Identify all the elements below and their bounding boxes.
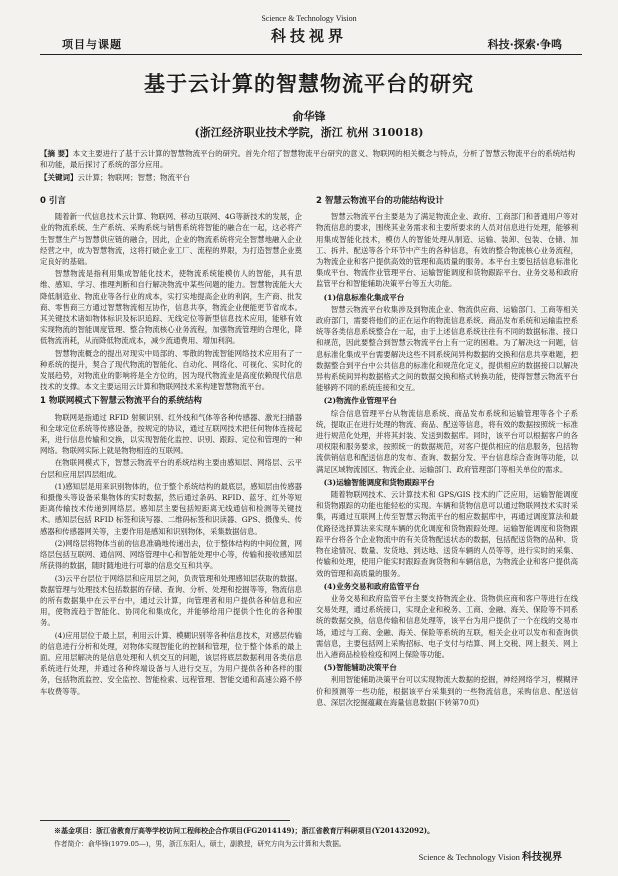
footnote-divider bbox=[40, 820, 290, 821]
paragraph: 在物联网模式下，智慧云物流平台的系统结构主要由感知层、网络层、云平台层和应用层四层组成。 bbox=[40, 458, 302, 479]
footer-journal-en: Science & Technology Vision bbox=[418, 852, 520, 862]
journal-header bbox=[0, 0, 618, 60]
section-heading: 0 引言 bbox=[40, 196, 66, 206]
keywords-label: 【关键词】 bbox=[40, 173, 78, 182]
paragraph: 随着新一代信息技术云计算、物联网、移动互联网、4G等新技术的发展，企业的物流系统、生产系统、采购系统与销售系统将智能的融合在一起，这必将产生智慧生产与智慧供应链的融合，因此，企业的物流系统将完全智慧地融入企业经营之中，成为智慧物流，这将打破企业工厂、流程的界限，为打造智慧企业奠定良好的基础。 bbox=[40, 212, 302, 267]
paragraph: (2)网络层将物体当前的信息准确地传递出去，位于整体结构的中间位置，网络层包括互联网、通信网、网络管理中心和智能处理中心等，传输和接收感知层所获得的数据，随时随地进行可靠的信息交互和共享。 bbox=[40, 538, 302, 571]
paragraph: (3)云平台层位于网络层和应用层之间，负责管理和处理感知层获取的数据。数据管理与处理技术包括数据的存储、查询、分析、处理和挖掘等等，物流信息的所有数据集中在云平台中，通过云计算，向管理者和用户提供各种信息和应用，使物流趋于智能化、协同化和集成化，并能够给用户提供个性化的各种服务。 bbox=[40, 573, 302, 628]
section-heading: (4)业务交易和政府监管平台 bbox=[323, 581, 420, 591]
journal-name-cn: 科技视界 bbox=[270, 27, 347, 45]
paragraph: 业务交易和政府监管平台主要支持物流企业、货物供应商和客户等进行在线交易处理，通过系统接口，实现企业和税务、工商、金融、海关、保险等不同系统的数据交换，信息传输和信息处理等，该平台为用户提供了一个在线的交易市场，通过与工商、金融、海关、保险等系统的互联，相关企业可以发布和查询供需信息，主要包括网上采购招标、电子支付与结算、网上交税、网上报关、网上出入港商品检验检疫和网上保险等功能。 bbox=[316, 593, 578, 659]
section-heading: 2 智慧云物流平台的功能结构设计 bbox=[316, 196, 444, 206]
abstract-text: 本文主要进行了基于云计算的智慧物流平台的研究。首先介绍了智慧物流平台研究的意义、物联网的相关概念与特点，分析了智慧云物流平台的系统结构和功能，最后探讨了系统的部分应用。 bbox=[40, 149, 576, 169]
abstract-label: 【摘 要】 bbox=[40, 149, 73, 158]
right-column bbox=[316, 192, 578, 709]
paper-affiliation: (浙江经济职业技术学院，浙江 杭州 310018) bbox=[194, 126, 424, 139]
section-label: 科技·探索·争鸣 bbox=[487, 38, 562, 51]
paragraph: 智慧物流是指利用集成智能化技术，使物流系统能模仿人的智能，具有思维、感知、学习、推理判断和自行解决物流中某些问题的能力。智慧物流能大大降低制造业、物流业等各行业的成本，实打实地提高企业的利润，生产商、批发商、零售商三方通过智慧物流相互协作，信息共享，物流企业便能更节省成本。其关键技术诸如物体标识及标识追踪、无线定位等新型信息技术应用，能够有效实现物流的智能调度管理、整合物流核心业务流程，加强物流管理的合理化，降低物流消耗，从而降低物流成本，减少流通费用、增加利润。 bbox=[40, 269, 302, 346]
paragraph: 综合信息管理平台从物流信息系统、商品发布系统和运输管理等各个子系统，提取正在进行处理的物流、商品、配送等信息，将有效的数据按照统一标准进行规范化处理，并将其封装、发送到数据库。同时，该平台可以根据客户的各项权限和服务要求，按照统一的数据规范，对客户提供相应的信息服务，包括物流供销信息和配送信息的发布、查询、数据分发、平台信息综合查询等功能，以满足区域物流园区、物流企业、运输部门、政府管理部门等相关单位的需求。 bbox=[316, 408, 578, 474]
section-heading: (2)物流作业管理平台 bbox=[323, 396, 397, 406]
paragraph: 随着物联网技术、云计算技术和 GPS/GIS 技术的广泛应用，运输智能调度和货物跟踪的功能也能轻松的实现。车辆和货物信息可以通过物联网技术实时采集，再通过互联网上传至智慧云物流平台的相应数据库中，再通过调度算法和最优路径选择算法来实现车辆的优化调度和货物跟踪处理。运输智能调度和货物跟踪平台将各个企业物流中的有关货物配送状态的数据，包括配送货物的品种、货物在途情况、数量、发货地、到达地、送货车辆的人员等等，进行实时的采集、传输和处理，使用户能实时跟踪查询货物和车辆信息，为物流企业和客户提供高效的管理和高质量的服务。 bbox=[316, 490, 578, 578]
paper-author: 俞华锋 bbox=[292, 110, 326, 123]
abstract bbox=[40, 148, 580, 170]
footer-journal-cn: 科技视界 bbox=[522, 852, 562, 863]
paragraph: 智慧物流概念的提出对现实中局部的、零散的物流智能网络技术应用有了一种系统的提升，契合了现代物流的智能化、自动化、网络化、可视化、实时化的发展趋势，对物流业的影响将是全方位的，因为现代物流业是高度依赖现代信息技术的支撑。本文主要运用云计算和物联网技术来构建智慧物流平台。 bbox=[40, 348, 302, 392]
section-heading: (1)信息标准化集成平台 bbox=[323, 292, 405, 302]
keywords-text: 云计算；物联网；智慧；物流平台 bbox=[77, 173, 190, 182]
paper-title: 基于云计算的智慧物流平台的研究 bbox=[144, 72, 474, 96]
paragraph: 智慧云物流平台主要是为了满足物流企业、政府、工商部门和普通用户等对物流信息的要求，围绕其业务需求和主要所要求的人员对信息进行处理，能够利用集成智能化技术，模仿人的智能处理从制造、运输、装卸、包装、仓储、加工、拆并、配送等各个环节中产生的各种信息，有效的整合物流核心业务流程，为物流企业和客户提供高效的管理和高质量的服务。本平台主要包括信息标准化集成平台、物流作业管理平台、运输智能调度和货物跟踪平台、业务交易和政府监管平台和智能辅助决策平台等五大功能。 bbox=[316, 212, 578, 289]
page-footer bbox=[419, 848, 562, 863]
paragraph: 智慧云物流平台收集涉及到物流企业、物流供应商、运输部门、工商等相关政府部门，需要将他们的正在运作的物流信息系统、商品发布系统和运输监控系统等各类信息系统整合在一起，由于上述信息系统往往有不同的数据标准、接口和规范，因此要整合到智慧云物流平台上有一定的困难。为了解决这一问题，信息标准化集成平台需要解决这些不同系统间异构数据的交换和信息共享难题，把数据整合到平台中公共信息的标准化和规范化定义，提供相应的数据接口以解决异构系统间异构数据格式之间的数据交换和格式转换功能，使得智慧云物流平台能够跨不同的系统连接和交互。 bbox=[316, 304, 578, 393]
funding-footnote: ※基金项目：浙江省教育厅高等学校访问工程师校企合作项目(FG2014149)；浙江省教育厅科研项目(Y201432092)。 bbox=[54, 826, 435, 835]
paragraph: 利用智能辅助决策平台可以实现物流大数据的挖掘，神经网络学习，模糊评价和预测等一些功能，根据该平台采集到的一些物流信息，采购信息、配送信息、深层次挖掘蕴藏在海量信息数据(下转第70页) bbox=[316, 675, 578, 707]
column-label: 项目与课题 bbox=[62, 38, 122, 51]
section-heading: (3)运输智能调度和货物跟踪平台 bbox=[323, 477, 435, 487]
paragraph: 物联网是指通过 RFID 射频识别、红外线和气体等各种传感器、激光扫描器和全球定位系统等传感设备，按规定的协议，通过互联网技术把任何物体连接起来，进行信息传输和交换，以实现智能化监控、识别、跟踪、定位和管理的一种网络。物联网实际上就是物物相连的互联网。 bbox=[40, 412, 302, 456]
journal-name-en: Science & Technology Vision bbox=[261, 14, 357, 23]
section-heading: 1 物联网模式下智慧云物流平台的系统结构 bbox=[40, 396, 202, 407]
keywords bbox=[40, 172, 580, 183]
section-heading: (5)智能辅助决策平台 bbox=[323, 663, 397, 673]
author-bio-footnote: 作者简介：俞华锋(1979.05—)，男，浙江东阳人，硕士，副教授，研究方向为云计算和大数据。 bbox=[54, 840, 346, 848]
header-divider bbox=[40, 54, 582, 55]
left-column bbox=[40, 192, 302, 698]
paragraph: (4)应用层位于最上层，利用云计算、模糊识别等各种信息技术，对感层传输的信息进行分析和处理，对物体实现智能化的控制和管理，位于整个体系的最上面。应用层解决的是信息处理和人机交互的问题，该层将底层数据利用各类信息系统进行处理，并通过各种终端设备与人进行交互，为用户提供各种各样的服务，包括物流监控、安全监控、智能检索、远程管理、智能交通和高速公路不停车收费等等。 bbox=[40, 630, 302, 696]
paragraph: (1)感知层是用来识别物体的，位于整个系统结构的最底层，感知层由传感器和摄像头等设备采集物体的实时数据，然后通过条码、RFID、蓝牙、红外等短距离传输技术传递到网络层。感知层主要包括短距离无线通信和检测等关键技术。感知层包括 RFID 标签和读写器、二维码标签和识读器、GPS、摄像头、传感器和传感器网关等，主要作用是感知和识别物体，采集数据信息。 bbox=[40, 481, 302, 536]
